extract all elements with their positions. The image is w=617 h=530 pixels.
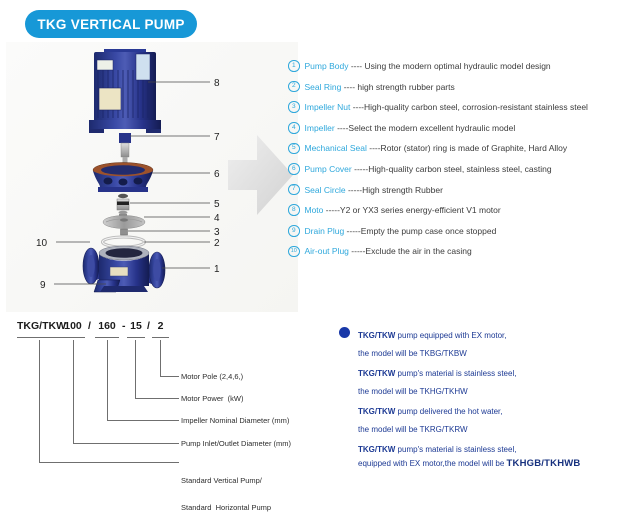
part-description: ----Rotor (stator) ring is made of Graphite, Hard Alloy (366, 143, 568, 154)
impeller-illustration (103, 214, 145, 229)
part-description: ---- Using the modern optimal hydraulic model design (348, 61, 551, 71)
note-text: the model will be TKHG/TKHW (358, 387, 468, 396)
part-name: Seal Circle (304, 184, 346, 195)
note-text: the model will be TKRG/TKRW (358, 425, 468, 434)
circled-number-icon: 10 (288, 246, 300, 258)
part-description: ----High-quality carbon steel, corrosion-resistant stainless steel (350, 102, 588, 113)
circled-number-icon: 1 (288, 60, 300, 72)
list-item (288, 184, 614, 196)
bold-model-text: TKHGB/TKHWB (506, 458, 581, 469)
motor-sticker (136, 54, 150, 80)
part-name: Pump Cover (304, 163, 352, 174)
note-text: equipped with EX motor,the model will be (358, 459, 507, 468)
shaft-illustration (119, 133, 131, 163)
callout-number: 2 (214, 238, 220, 249)
note-line (358, 404, 608, 417)
list-item (288, 142, 614, 154)
note-text: pump's material is stainless steel, (395, 369, 517, 378)
note-line (358, 384, 608, 397)
motor-label-patch (99, 88, 121, 110)
callout-number: 8 (214, 78, 220, 89)
model-separator: / (147, 320, 150, 332)
part-description: ----Select the modern excellent hydraulic model (334, 122, 516, 133)
list-item (288, 163, 614, 175)
model-label-line: Standard Horizontal Pump (181, 503, 272, 512)
list-item (288, 225, 614, 237)
model-label-motor-power: Motor Power (kW) (181, 394, 244, 403)
part-name: Drain Plug (304, 225, 345, 236)
model-token-inlet: 100 (61, 320, 85, 338)
note-text: the model will be TKBG/TKBW (358, 349, 467, 358)
callout-number: 9 (40, 280, 46, 291)
model-token-power: 15 (127, 320, 145, 338)
callout-number: 1 (214, 264, 220, 275)
circled-number-icon: 6 (288, 163, 300, 175)
note-line (358, 328, 608, 341)
circled-number-icon: 2 (288, 81, 300, 93)
pump-cover-illustration (93, 163, 153, 193)
pump-exploded-diagram (0, 40, 300, 312)
list-item (288, 122, 614, 134)
list-item (288, 101, 614, 113)
circled-number-icon: 7 (288, 184, 300, 196)
note-text: pump equipped with EX motor, (395, 331, 507, 340)
model-separator: / (88, 320, 91, 332)
part-description: -----Exclude the air in the casing (348, 246, 472, 257)
part-description: ---- high strength rubber parts (341, 81, 455, 92)
note-line (358, 442, 608, 455)
part-name: Impeller (304, 122, 335, 133)
part-description: -----High-quality carbon steel, stainless steel, casting (351, 163, 552, 174)
model-label-impeller-dia: Impeller Nominal Diameter (mm) (181, 416, 290, 425)
page-title: TKG VERTICAL PUMP (37, 16, 185, 32)
callout-number: 4 (214, 213, 220, 224)
impeller-nut-illustration (121, 229, 128, 235)
callout-number: 5 (214, 199, 220, 210)
model-token-pole: 2 (152, 320, 169, 338)
header-banner (25, 10, 197, 38)
connector-line (39, 340, 179, 463)
circled-number-icon: 8 (288, 204, 300, 216)
notes-section (358, 328, 608, 474)
mechanical-seal-illustration (117, 194, 129, 215)
note-line (358, 346, 608, 359)
list-item (288, 60, 614, 72)
right-arrow-icon (228, 135, 293, 215)
seal-ring-illustration (103, 237, 145, 247)
part-description: -----High strength Rubber (345, 184, 443, 195)
list-item (288, 204, 614, 216)
part-description: -----Empty the pump case once stopped (344, 225, 497, 236)
circled-number-icon: 4 (288, 122, 300, 134)
part-name: Pump Body (304, 61, 349, 71)
circled-number-icon: 9 (288, 225, 300, 237)
part-name: Air-out Plug (304, 246, 349, 257)
part-name: Mechanical Seal (304, 143, 367, 154)
callout-number: 7 (214, 132, 220, 143)
callout-number: 3 (214, 227, 220, 238)
pump-body-illustration (83, 246, 165, 292)
note-line (358, 456, 608, 469)
note-lead: TKG/TKW (358, 331, 396, 340)
part-name: Seal Ring (304, 81, 342, 92)
pump-body-label-patch (110, 267, 128, 276)
note-line (358, 366, 608, 379)
part-name: Impeller Nut (304, 102, 351, 113)
note-text: pump's material is stainless steel, (395, 445, 517, 454)
bullet-icon (339, 327, 350, 338)
note-line (358, 422, 608, 435)
model-label-line: Standard Vertical Pump/ (181, 476, 262, 485)
part-description: -----Y2 or YX3 series energy-efficient V1 motor (323, 205, 501, 216)
note-lead: TKG/TKW (358, 407, 396, 416)
list-item (288, 81, 614, 93)
parts-list (288, 60, 614, 266)
model-label-pump-type (181, 458, 271, 530)
model-separator: - (122, 320, 126, 332)
model-token-impeller: 160 (95, 320, 119, 338)
circled-number-icon: 5 (288, 143, 300, 155)
note-lead: TKG/TKW (358, 445, 396, 454)
callout-number: 6 (214, 169, 220, 180)
note-text: pump delivered the hot water, (395, 407, 503, 416)
motor-illustration (89, 49, 161, 133)
model-label-motor-pole: Motor Pole (2,4,6,) (181, 372, 244, 381)
part-name: Moto (304, 205, 324, 216)
note-lead: TKG/TKW (358, 369, 396, 378)
motor-nameplate (97, 60, 113, 70)
list-item (288, 245, 614, 257)
model-label-inlet-outlet: Pump Inlet/Outlet Diameter (mm) (181, 439, 292, 448)
circled-number-icon: 3 (288, 101, 300, 113)
callout-number: 10 (36, 238, 48, 249)
model-token-series: TKG/TKW (17, 320, 61, 338)
